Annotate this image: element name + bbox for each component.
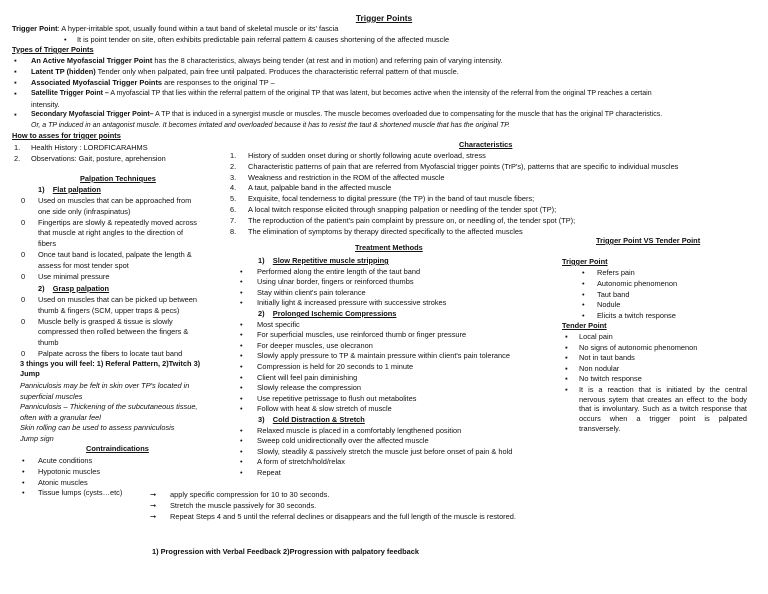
grasp-palpation-line: Used on muscles that can be picked up between [38,295,197,304]
treatment-item: For superficial muscles, use reinforced thumb or finger pressure [257,330,467,340]
arrow-icon: ➞ [150,490,157,499]
treatment-method-label: 2) Prolonged Ischemic Compressions [258,309,397,318]
grasp-palpation-line: Muscle belly is grasped & tissue is slowly [38,316,173,326]
definition-line [12,24,338,34]
list-number: 4. [230,183,237,193]
bullet-icon: • [240,404,243,414]
flat-palpation-label: 1) Flat palpation [38,185,101,194]
flat-palpation-line: Once taut band is located, palpate the length & [38,250,192,259]
flat-palpation-line: one side only (infraspinatus) [38,206,131,216]
trigger-point-item: Elicits a twitch response [597,311,676,321]
bullet-icon: • [582,278,585,288]
list-number: 6. [230,205,237,214]
page-title: Trigger Points [355,13,413,23]
circle-bullet-icon: 0 [21,250,26,259]
treatment-item: Slowly release the compression [257,383,361,393]
treatment-heading: Treatment Methods [355,243,423,252]
treatment-item: Sweep cold unidirectionally over the affected muscle [257,436,429,446]
circle-bullet-icon: 0 [21,349,26,358]
list-number: 1. [14,143,21,152]
versus-heading: Trigger Point VS Tender Point [596,236,701,245]
treatment-item: Initially light & increased pressure with successive strokes [257,298,447,308]
list-number: 7. [230,215,237,225]
grasp-palpation-line: thumb [38,338,59,348]
treatment-item: A form of stretch/hold/relax [257,457,345,467]
list-number: 2. [14,154,21,163]
treatment-item: Slowly apply pressure to TP & maintain pressure within client's pain tolerance [257,351,510,361]
circle-bullet-icon: 0 [21,217,26,227]
progression-line: 1) Progression with Verbal Feedback 2)Progression with palpatory feedback [152,547,419,556]
characteristic-item: The elimination of symptoms by therapy directed specifically to the affected muscles [248,226,523,236]
bullet-icon: • [240,319,243,329]
treatment-item: Client will feel pain diminishing [257,372,358,382]
type-item-cont: intensity. [31,100,60,109]
contraindications-heading: Contraindications [86,444,149,453]
tender-note: It is a reaction that is initiated by the central nervous sytem that creates an effect to the body that is involuntary. Such as a twitch response that occurs when a trigger point is palpated transversely. [579,385,747,433]
contraindication-item: Acute conditions [38,456,93,465]
type-item: Associated Myofascial Trigger Points are responses to the original TP – [31,78,275,87]
bullet-icon: • [240,351,243,361]
treatment-step: Repeat Steps 4 and 5 until the referral declines or disappears and the full length of the muscle is restored. [170,512,516,521]
treatment-item: For deeper muscles, use olecranon [257,340,373,350]
square-bullet-icon: ▪ [565,374,568,384]
treatment-item: Repeat [257,468,281,477]
tender-point-item: No twitch response [579,374,642,384]
flat-palpation-line: Used on muscles that can be approached from [38,196,192,205]
square-bullet-icon: ▪ [565,353,568,363]
bullet-icon: • [240,457,243,467]
square-bullet-icon: ▪ [565,332,568,341]
treatment-step: apply specific compression for 10 to 30 seconds. [170,490,330,499]
bullet-icon: • [240,298,243,308]
treatment-item: Use repetitive petrissage to flush out metabolites [257,393,417,403]
bullet-icon: • [240,383,243,393]
bullet-icon: • [240,340,243,350]
contraindication-item: Hypotonic muscles [38,466,101,476]
tender-point-item: No signs of autonomic phenomenon [579,342,698,352]
list-number: 3. [230,172,237,182]
type-item: Secondary Myofascial Trigger Point– A TP that is induced in a synergist muscle or muscles. The muscle becomes overloaded due to compensating for the muscle that has the original TP characteristics. [31,111,663,118]
bullet-icon: • [240,330,243,340]
panniculosis-note: Skin rolling can be used to assess panniculosis [20,423,175,433]
characteristics-heading: Characteristics [459,140,513,149]
flat-palpation-line: Fingertips are slowly & repeatedly moved across [38,217,197,227]
tender-point-item: Local pain [579,332,613,341]
characteristic-item: History of sudden onset during or shortly following acute overload, stress [248,151,486,160]
bullet-icon: • [240,277,243,287]
assess-heading: How to asses for trigger points [12,131,121,140]
types-heading: Types of Trigger Points [12,45,94,54]
flat-palpation-line: fibers [38,239,57,249]
bullet-icon: • [22,477,25,487]
panniculosis-note: Panniculosis – Thickening of the subcutaneous tissue, [20,402,198,412]
panniculosis-note: Jump sign [20,434,54,443]
characteristic-item: A taut, palpable band in the affected muscle [248,183,392,193]
definition-text: : A hyper-irritable spot, usually found within a taut band of skeletal muscle or its' fascia [57,24,339,33]
panniculosis-note: often with a granular feel [20,412,101,422]
bullet-icon: • [240,287,243,297]
treatment-method-label: 3) Cold Distraction & Stretch [258,415,365,424]
contraindication-item: Atonic muscles [38,477,88,487]
trigger-point-item: Taut band [597,289,630,299]
treatment-item: Performed along the entire length of the taut band [257,266,421,276]
feel-line-2: Jump [20,369,40,378]
list-number: 2. [230,161,237,171]
bullet-icon: • [22,456,25,465]
list-number: 5. [230,194,237,204]
treatment-item: Compression is held for 20 seconds to 1 minute [257,362,414,371]
square-bullet-icon: ▪ [565,363,568,373]
bullet-icon: • [582,300,585,310]
list-number: 1. [230,151,237,160]
square-bullet-icon: ▪ [565,342,568,352]
trigger-point-item: Refers pain [597,268,635,277]
bullet-icon: • [240,425,243,435]
treatment-item: Using ulnar border, fingers or reinforced thumbs [257,277,414,287]
type-item: Satellite Trigger Point – A myofascial TP that lies within the referral pattern of the original TP that was latent, but becomes active when the intensity of the referral from the original TP reaches a certain [31,90,652,97]
trigger-point-item: Autonomic phenomenon [597,278,678,288]
tender-point-heading: Tender Point [562,321,607,330]
trigger-point-heading: Trigger Point [562,257,608,266]
square-bullet-icon: ▪ [14,67,17,76]
treatment-step: Stretch the muscle passively for 30 seconds. [170,501,317,510]
characteristic-item: Exquisite, focal tenderness to digital pressure (the TP) in the band of taut muscle fibers; [248,194,535,204]
panniculosis-note: superficial muscles [20,391,83,401]
bullet-icon: • [240,436,243,446]
bullet-icon: • [22,488,25,498]
tender-point-item: Not in taut bands [579,353,635,363]
grasp-palpation-line: compressed then rolled between the fingers & [38,327,189,337]
arrow-icon: ➞ [150,501,157,510]
bullet-icon: • [240,266,243,276]
treatment-item: Follow with heat & slow stretch of muscle [257,404,392,414]
bullet-icon: • [240,393,243,403]
panniculosis-note: Panniculosis may be felt in skin over TP's located in [20,381,190,390]
bullet-icon: • [240,372,243,382]
circle-bullet-icon: 0 [21,271,26,281]
palpation-heading: Palpation Techniques [80,174,156,183]
square-bullet-icon: ▪ [14,110,17,119]
flat-palpation-line: Use minimal pressure [38,271,110,281]
treatment-method-label: 1) Slow Repetitive muscle stripping [258,256,389,265]
grasp-palpation-line: Palpate across the fibers to locate taut band [38,349,183,358]
bullet-icon: • [582,311,585,321]
treatment-item: Slowly, steadily & passively stretch the muscle just before onset of pain & hold [257,446,513,456]
feel-line: 3 things you will feel: 1) Referal Pattern, 2)Twitch 3) [20,359,201,368]
bullet-icon: • [582,268,585,277]
trigger-point-item: Nodule [597,300,621,310]
type-item: Latent TP (hidden) Tender only when palpated, pain free until palpated. Produces the characteristic referral pattern of that muscle. [31,67,459,76]
list-number: 8. [230,226,237,236]
square-bullet-icon: ▪ [565,385,568,394]
assess-item: Health History : LORDFICARAHMS [31,143,148,152]
characteristic-item: Weakness and restriction in the ROM of the affected muscle [248,172,445,182]
treatment-item: Relaxed muscle is placed in a comfortably lengthened position [257,425,462,435]
circle-bullet-icon: 0 [21,295,26,304]
arrow-icon: ➞ [150,512,157,521]
assess-item: Observations: Gait, posture, aprehension [31,154,166,163]
square-bullet-icon: ▪ [14,56,17,65]
grasp-palpation-line: thumb & fingers (SCM, upper traps & pecs) [38,305,180,315]
bullet-icon: • [240,468,243,477]
type-item: An Active Myofascial Trigger Point has the 8 characteristics, always being tender (at rest and in motion) and referring pain of varying intensity. [31,56,503,65]
treatment-item: Most specific [257,319,300,329]
flat-palpation-line: that muscle at right angles to the direction of [38,228,184,238]
bullet-icon: • [240,362,243,371]
bullet-icon: • [22,466,25,476]
characteristic-item: A local twitch response elicited through snapping palpation or needling of the tender spot (TP); [248,205,557,214]
bullet-icon: • [240,446,243,456]
contraindication-item: Tissue lumps (cysts…etc) [38,488,123,498]
grasp-palpation-label: 2) Grasp palpation [38,284,110,293]
characteristic-item: The reproduction of the patient's pain complaint by pressure on, or needling of, the tender spot (TP); [248,215,576,225]
type-note: Or, a TP induced in an antagonist muscle. It becomes irritated and overloaded because it has to resist the taut & shortened muscle that has the original TP. [31,122,510,129]
bullet-icon: • [64,35,67,44]
square-bullet-icon: ▪ [14,78,17,87]
circle-bullet-icon: 0 [21,316,26,326]
characteristic-item: Characteristic patterns of pain that are referred from Myofascial trigger points (TrP's), patterns that are specific to individual muscles [248,161,679,171]
treatment-item: Stay within client's pain tolerance [257,287,366,297]
tender-point-item: Non nodular [579,363,620,373]
definition-sub: It is point tender on site, often exhibits predictable pain referral pattern & causes shortening of the affected muscle [77,35,450,44]
square-bullet-icon: ▪ [14,89,17,98]
bullet-icon: • [582,289,585,299]
definition-term: Trigger Point [12,24,58,33]
flat-palpation-line: assess for most tender spot [38,260,129,270]
circle-bullet-icon: 0 [21,196,26,205]
